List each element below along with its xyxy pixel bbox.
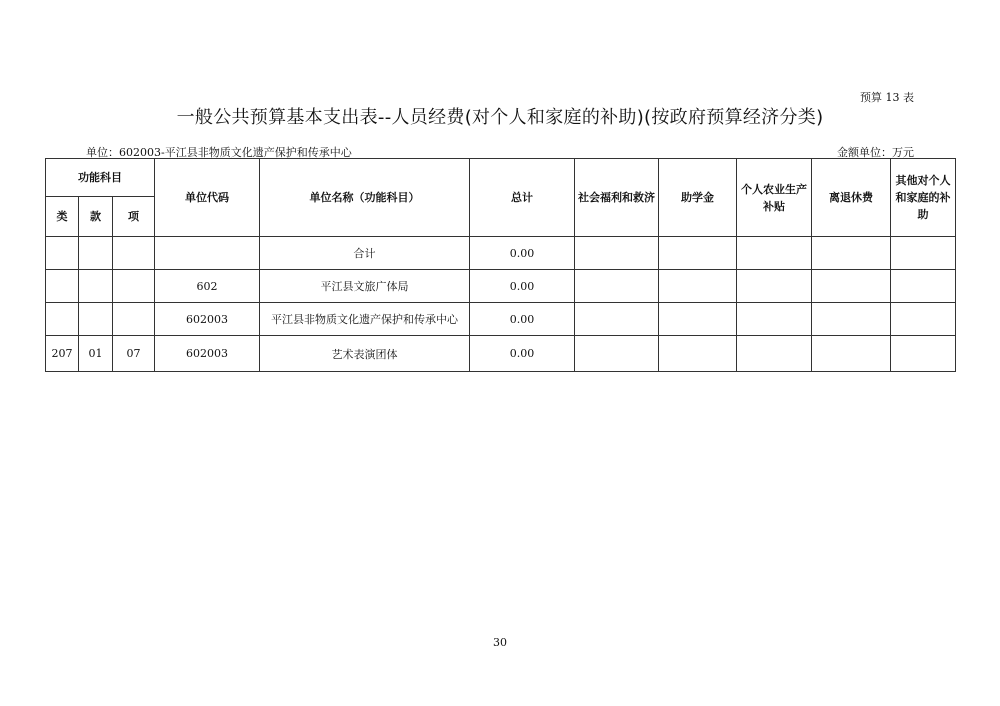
header-social-welfare: 社会福利和救济 — [575, 159, 659, 237]
cell-other — [891, 237, 956, 270]
header-xiang: 项 — [113, 197, 155, 237]
header-retirement: 离退休费 — [812, 159, 891, 237]
page-number: 30 — [493, 636, 507, 649]
header-row-top — [46, 159, 956, 197]
unit-label: 单位：602003-平江县非物质文化遗产保护和传承中心 — [86, 146, 352, 159]
cell-code: 602003 — [155, 303, 260, 336]
cell-social — [575, 336, 659, 372]
table-row — [46, 336, 956, 372]
cell-other — [891, 270, 956, 303]
cell-xiang — [113, 270, 155, 303]
cell-lei: 207 — [46, 336, 79, 372]
cell-total: 0.00 — [470, 270, 575, 303]
cell-kuan — [79, 237, 113, 270]
cell-kuan: 01 — [79, 336, 113, 372]
table-number: 预算 13 表 — [860, 91, 914, 104]
cell-name: 平江县文旅广体局 — [260, 270, 470, 303]
cell-xiang: 07 — [113, 336, 155, 372]
cell-agri — [737, 270, 812, 303]
cell-retire — [812, 336, 891, 372]
cell-total: 0.00 — [470, 336, 575, 372]
cell-name: 合计 — [260, 237, 470, 270]
cell-xiang — [113, 237, 155, 270]
cell-other — [891, 303, 956, 336]
header-unit-name: 单位名称（功能科目） — [260, 159, 470, 237]
cell-agri — [737, 303, 812, 336]
cell-social — [575, 237, 659, 270]
cell-other — [891, 336, 956, 372]
cell-lei — [46, 303, 79, 336]
cell-kuan — [79, 303, 113, 336]
header-kuan: 款 — [79, 197, 113, 237]
cell-lei — [46, 237, 79, 270]
page-title: 一般公共预算基本支出表--人员经费(对个人和家庭的补助)(按政府预算经济分类) — [176, 107, 824, 128]
amount-unit-label: 金额单位：万元 — [837, 146, 914, 159]
header-func-subject: 功能科目 — [46, 159, 155, 197]
cell-scholar — [659, 270, 737, 303]
cell-name: 平江县非物质文化遗产保护和传承中心 — [260, 303, 470, 336]
cell-code: 602 — [155, 270, 260, 303]
cell-scholar — [659, 237, 737, 270]
cell-total: 0.00 — [470, 303, 575, 336]
cell-scholar — [659, 303, 737, 336]
expenditure-table — [45, 158, 956, 372]
cell-agri — [737, 336, 812, 372]
cell-social — [575, 270, 659, 303]
header-unit-code: 单位代码 — [155, 159, 260, 237]
header-lei: 类 — [46, 197, 79, 237]
cell-lei — [46, 270, 79, 303]
cell-retire — [812, 303, 891, 336]
cell-code — [155, 237, 260, 270]
cell-code: 602003 — [155, 336, 260, 372]
table-row — [46, 270, 956, 303]
cell-name: 艺术表演团体 — [260, 336, 470, 372]
cell-scholar — [659, 336, 737, 372]
header-agri-subsidy: 个人农业生产补贴 — [737, 159, 812, 237]
table-row — [46, 303, 956, 336]
header-other-subsidy: 其他对个人和家庭的补助 — [891, 159, 956, 237]
cell-total: 0.00 — [470, 237, 575, 270]
header-scholarship: 助学金 — [659, 159, 737, 237]
table-row — [46, 237, 956, 270]
cell-kuan — [79, 270, 113, 303]
header-total: 总计 — [470, 159, 575, 237]
cell-social — [575, 303, 659, 336]
cell-retire — [812, 270, 891, 303]
cell-agri — [737, 237, 812, 270]
cell-xiang — [113, 303, 155, 336]
cell-retire — [812, 237, 891, 270]
